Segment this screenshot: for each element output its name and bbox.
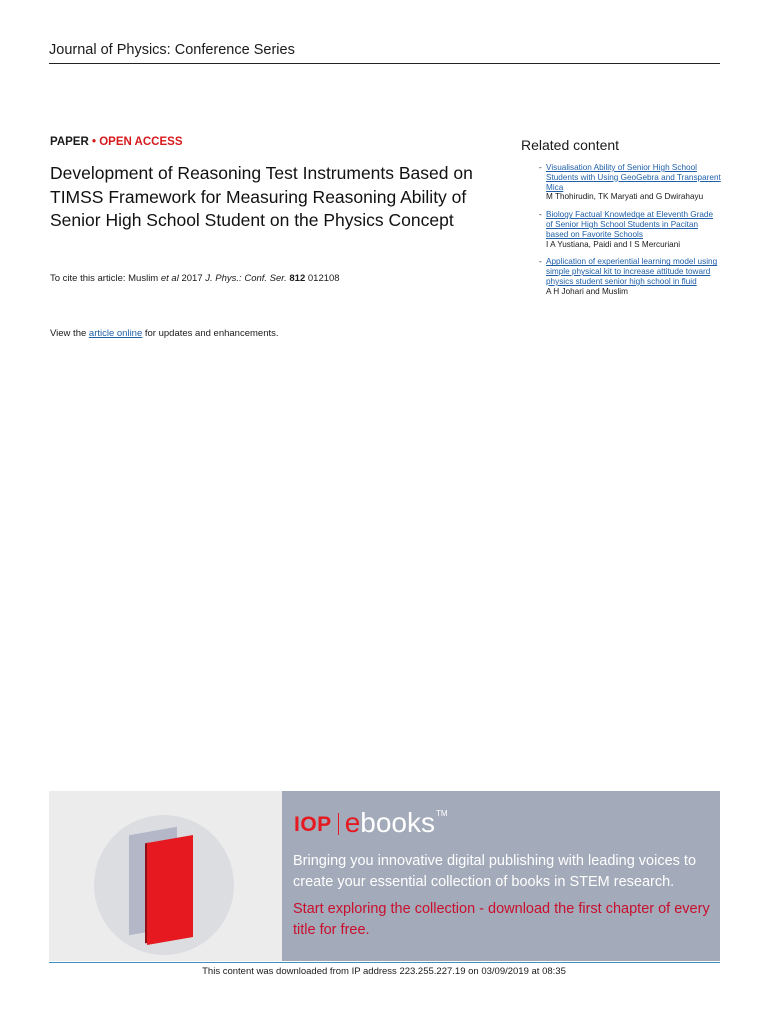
related-item xyxy=(521,257,721,296)
ebooks-logo-text xyxy=(345,809,435,837)
related-item-authors: I A Yustiana, Paidi and I S Mercuriani xyxy=(546,239,681,249)
cite-journal: J. Phys.: Conf. Ser. xyxy=(205,273,287,284)
cite-prefix: To cite this article: Muslim xyxy=(50,273,161,284)
related-item-authors: M Thohirudin, TK Maryati and G Dwirahayu xyxy=(546,192,704,202)
iop-ebooks-logo xyxy=(294,809,448,837)
ebooks-word: books xyxy=(360,807,435,838)
citation xyxy=(50,273,340,284)
paper-label: PAPER xyxy=(50,136,89,148)
download-note: This content was downloaded from IP address 223.255.227.19 on 03/09/2019 at 08:35 xyxy=(202,966,566,977)
open-access-label: OPEN ACCESS xyxy=(99,136,183,148)
article-title: Development of Reasoning Test Instruments Based on TIMSS Framework for Measuring Reasoning Ability of Senior High School Student on the Physics Concept xyxy=(50,163,473,230)
iop-ebooks-banner[interactable] xyxy=(49,791,720,961)
cite-etal: et al xyxy=(160,273,179,284)
iop-logo-text: IOP xyxy=(294,813,332,836)
related-item-title-link[interactable]: Visualisation Ability of Senior High School Students with Using GeoGebra and Transparent Mica xyxy=(546,163,721,192)
bullet-separator: • xyxy=(88,136,100,148)
article-online-link[interactable]: article online xyxy=(88,328,143,339)
ebooks-e: e xyxy=(344,807,361,838)
list-dash: - xyxy=(539,210,542,220)
related-item xyxy=(521,163,721,202)
footer-divider xyxy=(49,962,720,963)
trademark-mark: TM xyxy=(435,809,448,818)
banner-call-to-action[interactable]: Start exploring the collection - download the first chapter of every title for free. xyxy=(293,901,710,938)
banner-tagline: Bringing you innovative digital publishing with leading voices to create your essential collection of books in STEM research. xyxy=(293,853,697,890)
view-suffix: for updates and enhancements. xyxy=(142,328,279,339)
related-item-authors: A H Johari and Muslim xyxy=(546,286,628,296)
list-dash: - xyxy=(539,257,542,267)
banner-text-panel xyxy=(282,791,720,961)
logo-divider xyxy=(338,813,339,835)
cite-year: 2017 xyxy=(178,273,206,284)
related-item xyxy=(521,210,721,249)
related-item-title-link[interactable]: Application of experiential learning model using simple physical kit to increase attitude toward physics student senior high school in fluid xyxy=(546,257,718,286)
view-online-note xyxy=(50,328,279,339)
related-item-title-link[interactable]: Biology Factual Knowledge at Eleventh Grade of Senior High School Students in Pacitan based on Favorite Schools xyxy=(546,210,714,239)
list-dash: - xyxy=(539,163,542,172)
view-prefix: View the xyxy=(50,328,89,339)
paper-type-label xyxy=(50,136,183,148)
related-heading: Related content xyxy=(521,137,620,153)
cite-article-number: 012108 xyxy=(305,273,340,284)
journal-header: Journal of Physics: Conference Series xyxy=(49,42,720,64)
related-content xyxy=(521,137,721,305)
book-cover-icon xyxy=(147,835,193,945)
cite-volume: 812 xyxy=(289,273,306,284)
